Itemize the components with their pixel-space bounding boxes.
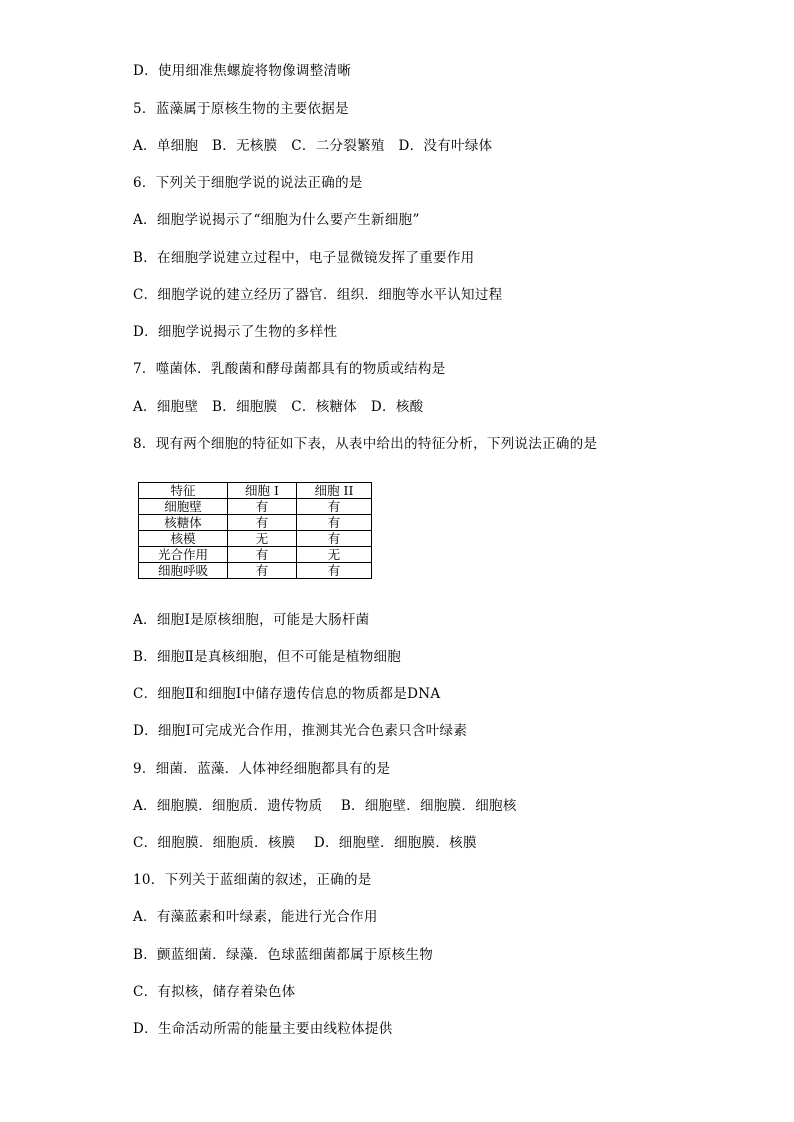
table-cell: 光合作用 [139, 547, 228, 563]
question-10-option-d: D．生命活动所需的能量主要由线粒体提供 [133, 1021, 393, 1037]
table-cell: 有 [297, 563, 372, 579]
table-cell: 核糖体 [139, 515, 228, 531]
table-cell: 核模 [139, 531, 228, 547]
table-cell: 有 [228, 499, 297, 515]
question-5: 5．蓝藻属于原核生物的主要依据是 [133, 101, 349, 117]
table-cell: 细胞呼吸 [139, 563, 228, 579]
question-5-options: A．单细胞 B．无核膜 C．二分裂繁殖 D．没有叶绿体 [133, 138, 493, 154]
question-7: 7．噬菌体．乳酸菌和酵母菌都具有的物质或结构是 [133, 361, 446, 377]
table-cell: 有 [297, 499, 372, 515]
question-9-options-cd: C．细胞膜．细胞质．核膜 D．细胞壁．细胞膜．核膜 [133, 835, 477, 851]
table-cell: 无 [297, 547, 372, 563]
question-10-option-b: B．颤蓝细菌．绿藻．色球蓝细菌都属于原核生物 [133, 947, 434, 963]
question-7-options: A．细胞壁 B．细胞膜 C．核糖体 D．核酸 [133, 399, 424, 415]
table-cell: 有 [297, 515, 372, 531]
table-row [139, 531, 372, 547]
table-cell: 有 [228, 563, 297, 579]
question-9-options-ab: A．细胞膜．细胞质．遗传物质 B．细胞壁．细胞膜．细胞核 [133, 798, 517, 814]
question-10: 10．下列关于蓝细菌的叙述，正确的是 [133, 872, 372, 888]
table-cell: 有 [297, 531, 372, 547]
table-cell: 有 [228, 515, 297, 531]
question-8-option-b: B．细胞Ⅱ是真核细胞，但不可能是植物细胞 [133, 649, 402, 665]
line-d-question-4: D．使用细准焦螺旋将物像调整清晰 [133, 63, 352, 79]
table-header-row [139, 483, 372, 499]
table-cell: 有 [228, 547, 297, 563]
table-header-cell: 特征 [139, 483, 228, 499]
question-10-option-c: C．有拟核，储存着染色体 [133, 984, 296, 1000]
question-6-option-d: D．细胞学说揭示了生物的多样性 [133, 324, 338, 340]
question-8-option-c: C．细胞Ⅱ和细胞Ⅰ中储存遗传信息的物质都是DNA [133, 686, 441, 702]
question-6: 6．下列关于细胞学说的说法正确的是 [133, 175, 363, 191]
table-row [139, 499, 372, 515]
question-8-option-a: A．细胞Ⅰ是原核细胞，可能是大肠杆菌 [133, 612, 370, 628]
table-header-cell: 细胞 I [228, 483, 297, 499]
table-row [139, 515, 372, 531]
table-header-cell: 细胞 II [297, 483, 372, 499]
question-6-option-c: C．细胞学说的建立经历了器官．组织．细胞等水平认知过程 [133, 287, 503, 303]
question-8-option-d: D．细胞Ⅰ可完成光合作用，推测其光合色素只含叶绿素 [133, 723, 468, 739]
question-6-option-b: B．在细胞学说建立过程中，电子显微镜发挥了重要作用 [133, 250, 475, 266]
table-cell: 细胞壁 [139, 499, 228, 515]
table-row [139, 563, 372, 579]
question-6-option-a: A．细胞学说揭示了“细胞为什么要产生新细胞” [133, 212, 420, 228]
question-8: 8．现有两个细胞的特征如下表，从表中给出的特征分析，下列说法正确的是 [133, 436, 598, 452]
feature-table [138, 482, 372, 579]
table-row [139, 547, 372, 563]
question-10-option-a: A．有藻蓝素和叶绿素，能进行光合作用 [133, 909, 378, 925]
table-cell: 无 [228, 531, 297, 547]
question-9: 9．细菌．蓝藻．人体神经细胞都具有的是 [133, 761, 391, 777]
